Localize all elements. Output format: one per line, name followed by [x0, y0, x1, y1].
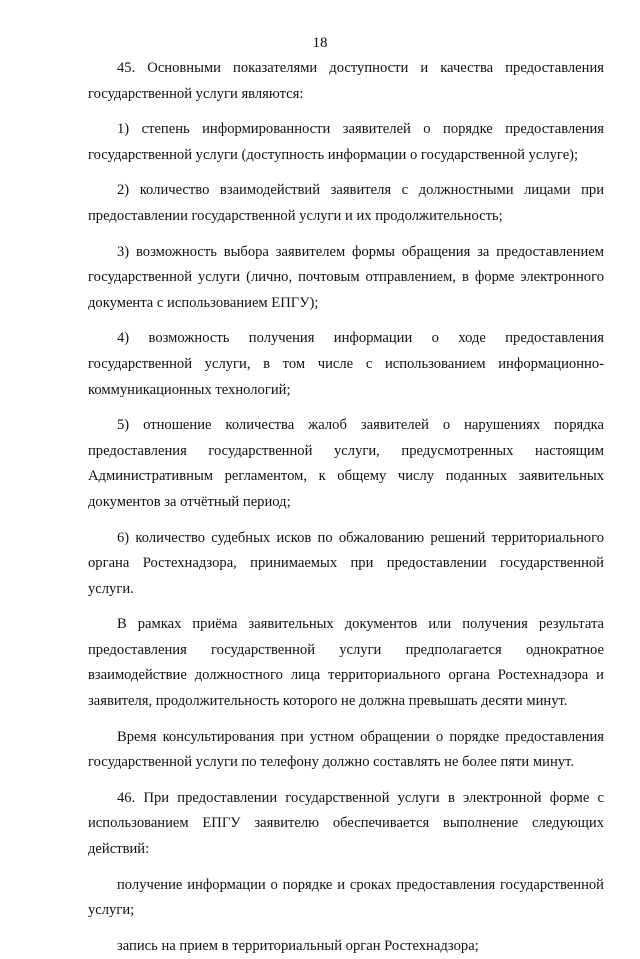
document-body: [88, 56, 604, 959]
paragraph-item-2: 2) количество взаимодействий заявителя с должностными лицами при предоставлении государственной услуги и их продолжительность;: [88, 182, 604, 224]
paragraph-item-6: 6) количество судебных исков по обжалованию решений территориального органа Ростехнадзора, принимаемых при предоставлении государственной услуги.: [88, 529, 604, 597]
paragraph-item-4: 4) возможность получения информации о ходе предоставления государственной услуги, в том числе с использованием информационно-коммуникационных технологий;: [88, 330, 604, 398]
paragraph-action-appointment: запись на прием в территориальный орган Ростехнадзора;: [117, 937, 479, 954]
paragraph-46: 46. При предоставлении государственной услуги в электронной форме с использованием ЕПГУ заявителю обеспечивается выполнение следующих действий:: [88, 789, 604, 858]
paragraph-action-info: получение информации о порядке и сроках предоставления государственной услуги;: [88, 876, 604, 919]
paragraph-interaction: В рамках приёма заявительных документов или получения результата предоставления государственной услуги предполагается однократное взаимодействие должностного лица территориального органа Ростехнадзора и заявителя, продолжительность которого не должна превышать десяти минут.: [88, 616, 604, 710]
paragraph-item-5: 5) отношение количества жалоб заявителей о нарушениях порядка предоставления государственной услуги, предусмотренных настоящим Административным регламентом, к общему числу поданных заявительных документов за отчётный период;: [88, 417, 604, 510]
paragraph-consultation: Время консультирования при устном обращении о порядке предоставления государственной услуги по телефону должно составлять не более пяти минут.: [88, 728, 604, 771]
paragraph-45: 45. Основными показателями доступности и качества предоставления государственной услуги являются:: [88, 60, 604, 102]
page-number: 18: [312, 35, 328, 51]
paragraph-item-1: 1) степень информированности заявителей о порядке предоставления государственной услуги (доступность информации о государственной услуге);: [88, 121, 604, 163]
paragraph-item-3: 3) возможность выбора заявителем формы обращения за предоставлением государственной услуги (лично, почтовым отправлением, в форме электронного документа с использованием ЕПГУ);: [88, 243, 604, 311]
